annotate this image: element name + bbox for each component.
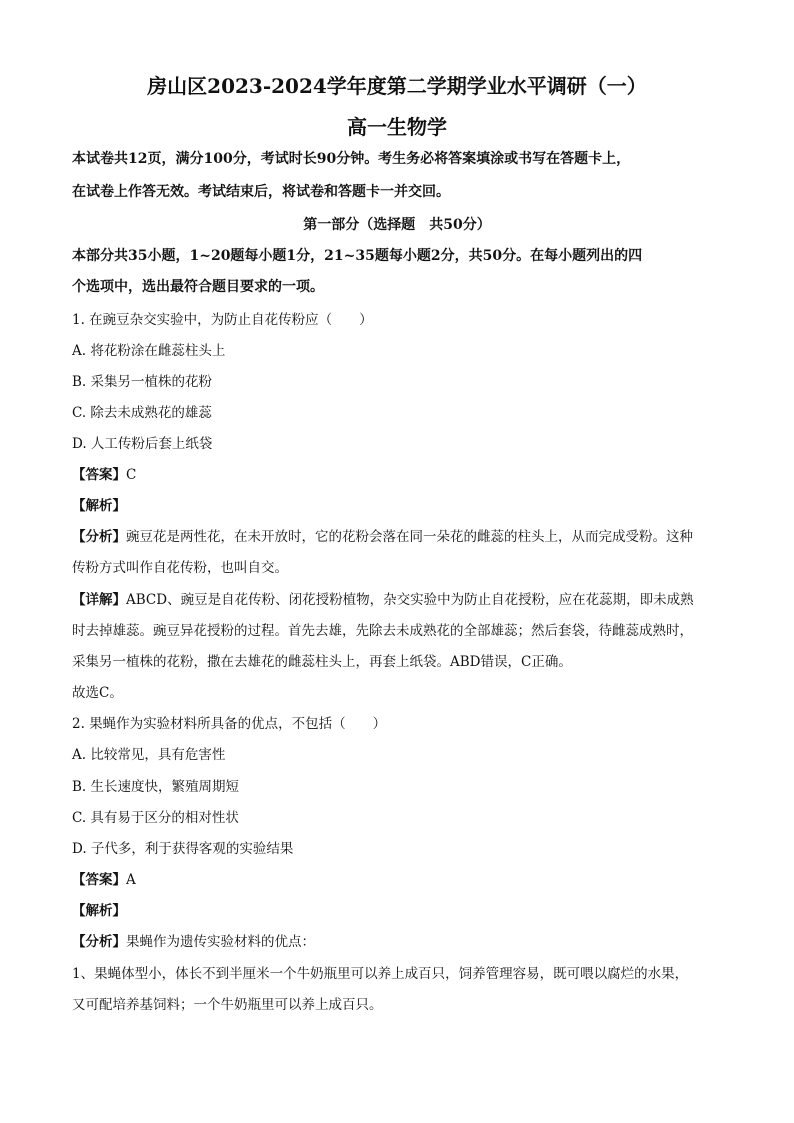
xiangjie-label: 【详解】 bbox=[72, 592, 126, 608]
answer-line bbox=[72, 463, 732, 483]
option: A. 将花粉涂在雌蕊柱头上 bbox=[72, 343, 226, 359]
answer-value: C bbox=[126, 467, 137, 483]
conclusion: 故选C。 bbox=[72, 685, 123, 701]
question-stem: 1. 在豌豆杂交实验中，为防止自花传粉应（ ） bbox=[72, 312, 373, 328]
point-text: 1、果蝇体型小，体长不到半厘米一个牛奶瓶里可以养上成百只，饲养管理容易，既可喂以腐烂的水果， bbox=[72, 966, 689, 982]
fenxi-line bbox=[72, 930, 732, 950]
xiangjie-text: ABCD、豌豆是自花传粉、闭花授粉植物，杂交实验中为防止自花授粉，应在花蕊期，即未成熟 bbox=[126, 592, 694, 608]
answer-line bbox=[72, 868, 732, 888]
option: D. 人工传粉后套上纸袋 bbox=[72, 436, 213, 452]
fenxi-text: 传粉方式叫作自花传粉，也叫自交。 bbox=[72, 560, 288, 576]
page-title: 房山区2023-2024学年度第二学期学业水平调研（一） bbox=[147, 74, 647, 98]
part1-heading: 第一部分（选择题 共50分） bbox=[303, 217, 491, 233]
fenxi-text: 果蝇作为遗传实验材料的优点： bbox=[126, 934, 315, 950]
fenxi-label: 【分析】 bbox=[72, 529, 126, 545]
option: D. 子代多，利于获得客观的实验结果 bbox=[72, 841, 294, 857]
part1-instructions-line: 本部分共35小题，1~20题每小题1分，21~35题每小题2分，共50分。在每小题列出的四 bbox=[72, 248, 643, 264]
page-subtitle: 高一生物学 bbox=[347, 115, 447, 139]
option: C. 除去未成熟花的雄蕊 bbox=[72, 405, 212, 421]
xiangjie-text: 时去掉雄蕊。豌豆异花授粉的过程。首先去雄，先除去未成熟花的全部雄蕊；然后套袋，待雌蕊成熟时， bbox=[72, 623, 693, 639]
point-text: 又可配培养基饲料；一个牛奶瓶里可以养上成百只。 bbox=[72, 997, 383, 1013]
part1-instructions-line: 个选项中，选出最符合题目要求的一项。 bbox=[72, 279, 324, 295]
option: B. 采集另一植株的花粉 bbox=[72, 374, 213, 390]
intro-line: 本试卷共12页，满分100分，考试时长90分钟。考生务必将答案填涂或书写在答题卡上， bbox=[72, 151, 631, 167]
answer-value: A bbox=[126, 872, 136, 888]
analysis-label: 【解析】 bbox=[72, 903, 126, 919]
xiangjie-line bbox=[72, 588, 732, 608]
option: C. 具有易于区分的相对性状 bbox=[72, 810, 239, 826]
answer-label: 【答案】 bbox=[72, 872, 126, 888]
fenxi-line bbox=[72, 525, 732, 545]
xiangjie-text: 采集另一植株的花粉，撒在去雄花的雌蕊柱头上，再套上纸袋。ABD错误，C正确。 bbox=[72, 654, 572, 670]
fenxi-text: 豌豆花是两性花，在未开放时，它的花粉会落在同一朵花的雌蕊的柱头上，从而完成受粉。这种 bbox=[126, 529, 693, 545]
answer-label: 【答案】 bbox=[72, 467, 126, 483]
question-stem: 2. 果蝇作为实验材料所具备的优点，不包括（ ） bbox=[72, 716, 387, 732]
intro-line: 在试卷上作答无效。考试结束后，将试卷和答题卡一并交回。 bbox=[72, 184, 450, 200]
option: B. 生长速度快，繁殖周期短 bbox=[72, 779, 240, 795]
option: A. 比较常见，具有危害性 bbox=[72, 747, 226, 763]
fenxi-label: 【分析】 bbox=[72, 934, 126, 950]
analysis-label: 【解析】 bbox=[72, 498, 126, 514]
